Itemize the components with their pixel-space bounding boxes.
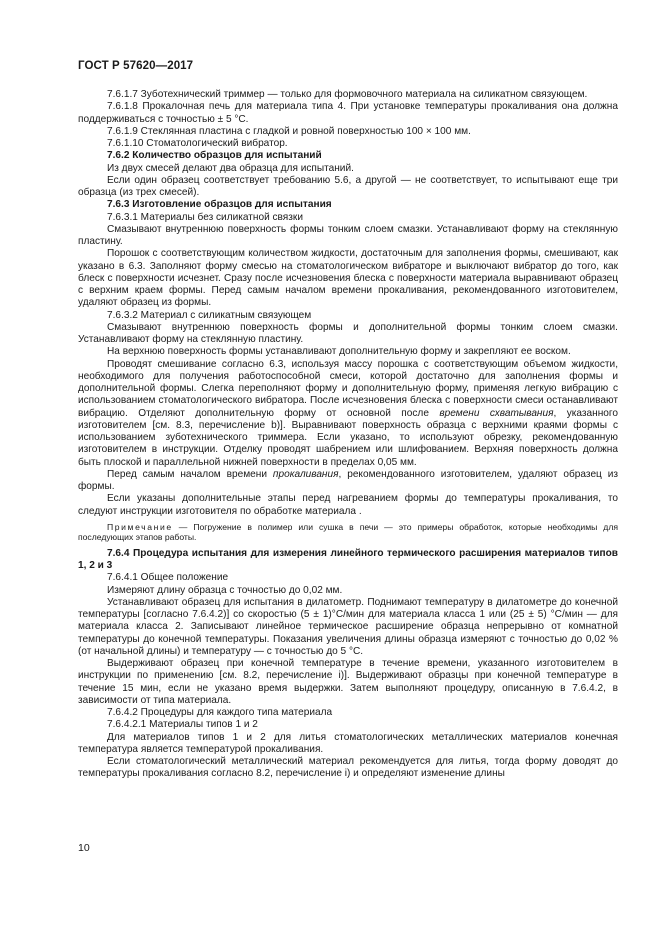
clause-7-6-3-1: 7.6.3.1 Материалы без силикатной связки — [107, 211, 303, 223]
paragraph: Смазывают внутреннюю поверхность формы и дополнительной формы тонким слоем смазки. Устанавливают форму на стеклянную пластину. — [78, 321, 618, 345]
note-label: Примечание — [107, 521, 173, 532]
clause-7-6-1-10: 7.6.1.10 Стоматологический вибратор. — [107, 138, 288, 149]
text-run: , указанного изготовителем [см. 8.3, перечисление b)]. Выравнивают поверхность образца с верхними краями формы с использованием зуботехнического триммера. Если указано, то используют обрезку, рекомендованную изготовителем в инструкции. Отделку проводят шабрением или шлифованием. Верхняя поверхность должна быть плоской и параллельной нижней поверхности в пределах 0,05 мм. — [78, 407, 618, 468]
paragraph: Если стоматологический металлический материал рекомендуется для литья, тогда форму доводят до температуры прокаливания согласно 8.2, перечисление i) и определяют изменение длины — [78, 756, 618, 780]
section-heading-7-6-4: 7.6.4 Процедура испытания для измерения линейного термического расширения материалов типов 1, 2 и 3 — [78, 547, 618, 572]
page-body — [78, 89, 618, 781]
clause-7-6-4-2: 7.6.4.2 Процедуры для каждого типа материала — [107, 707, 333, 719]
paragraph: Если один образец соответствует требованию 5.6, а другой — не соответствует, то испытывают еще три образца (из трех смесей). — [78, 174, 618, 198]
clause-7-6-1-7: 7.6.1.7 Зуботехнический триммер — только для формовочного материала на силикатном связующем. — [107, 89, 588, 100]
clause-7-6-3-2: 7.6.3.2 Материал с силикатным связующем — [107, 309, 312, 321]
paragraph — [78, 359, 618, 469]
section-heading-7-6-2: 7.6.2 Количество образцов для испытаний — [107, 150, 322, 162]
italic-term: времени схватывания — [439, 407, 554, 419]
paragraph: Устанавливают образец для испытания в дилатометр. Поднимают температуру в дилатометре до конечной температуры [согласно 7.6.4.2)] со скоростью (5 ± 1)°С/мин для материала класса 1 или (25 ± 5) °С/мин — для материала класса 2. Записывают линейное термическое расширение образца непрерывно от комнатной температуры до конечной температуры. Показания увеличения длины образца измеряют с точностью до 0,02 % (от начальной длины) и температуру — с точностью до 5 °С. — [78, 596, 618, 657]
italic-term: прокаливания — [272, 468, 339, 480]
text-run: Проводят смешивание согласно 6.3, используя массу порошка с соответствующим объемом жидкости, необходимого для получения работоспособной смеси, которой достаточно для заполнения формы и дополнительной формы. Слегка переполняют форму и дополнительную форму, применяя легкую вибрацию с использованием стоматологического вибратора. После исчезновения блеска с поверхности смеси останавливают вибрацию. Отделяют дополнительную форму от основной после — [78, 358, 618, 419]
clause-7-6-4-2-1: 7.6.4.2.1 Материалы типов 1 и 2 — [107, 719, 258, 731]
paragraph: Выдерживают образец при конечной температуре в течение времени, указанного изготовителем в инструкции по применению [см. 8.2, перечисление i)]. Выдерживают образцы при конечной температуре в течение 15 мин, если не указано время выдержки. Затем выполняют процедуру, описанную в 7.6.4.2, в зависимости от типа материала. — [78, 658, 618, 706]
paragraph: Измеряют длину образца с точностью до 0,02 мм. — [107, 584, 343, 596]
text-run: Перед самым началом времени — [107, 468, 268, 480]
section-heading-7-6-3: 7.6.3 Изготовление образцов для испытания — [107, 199, 332, 211]
page-number: 10 — [78, 842, 90, 854]
paragraph: Смазывают внутреннюю поверхность формы тонким слоем смазки. Устанавливают форму на стеклянную пластину. — [78, 223, 618, 247]
paragraph: На верхнюю поверхность формы устанавливают дополнительную форму и закрепляют ее воском. — [107, 346, 571, 358]
paragraph: Если указаны дополнительные этапы перед нагреванием формы до температуры прокаливания, то следуют инструкции изготовителя по обработке материала . — [78, 493, 618, 517]
clause-7-6-1-8: 7.6.1.8 Прокалочная печь для материала типа 4. При установке температуры прокаливания она должна поддерживаться с точностью ± 5 °С. — [78, 101, 618, 125]
paragraph: Из двух смесей делают два образца для испытаний. — [107, 162, 354, 174]
note — [78, 522, 618, 543]
paragraph: Для материалов типов 1 и 2 для литья стоматологических металлических материалов конечная температура является температурой прокаливания. — [78, 731, 618, 755]
clause-7-6-1-9: 7.6.1.9 Стеклянная пластина с гладкой и ровной поверхностью 100 × 100 мм. — [107, 125, 471, 137]
text-run: , рекомендованного изготовителем, удаляют образец из формы. — [78, 468, 618, 492]
clause-7-6-4-1: 7.6.4.1 Общее положение — [107, 572, 229, 584]
paragraph — [78, 469, 618, 494]
paragraph: Порошок с соответствующим количеством жидкости, достаточным для заполнения формы, смешивают, как указано в 6.3. Заполняют форму смесью на стоматологическом вибраторе и выключают вибратор до того, как блеск с поверхности исчезнет. Сразу после исчезновения блеска с поверхности материала выравнивают образец с верхним краем формы. Перед самым началом времени прокаливания, рекомендованного изготовителем, удаляют образец из формы. — [78, 248, 618, 309]
document-header: ГОСТ Р 57620—2017 — [78, 60, 194, 72]
note-text: — Погружение в полимер или сушка в печи — это примеры обработок, которые необходимы для последующих этапов работы. — [78, 521, 618, 543]
